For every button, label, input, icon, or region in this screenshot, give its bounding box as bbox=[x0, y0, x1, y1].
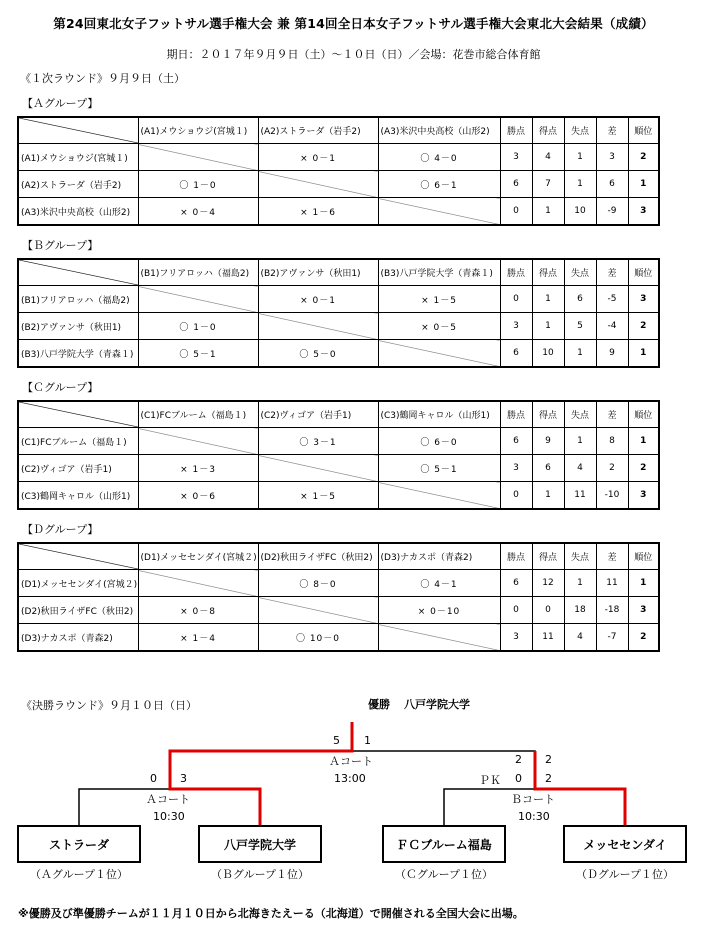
stat-header: 差 bbox=[596, 117, 628, 144]
column-team-header: (C1)FCブルーム（福島１) bbox=[138, 401, 258, 428]
stat-value: 1 bbox=[532, 198, 564, 226]
stat-value: 9 bbox=[596, 340, 628, 368]
column-team-header: (A3)米沢中央高校（山形2) bbox=[378, 117, 500, 144]
row-team-name: (A3)米沢中央高校（山形2) bbox=[18, 198, 138, 226]
group-b-label: 【Ｂグループ】 bbox=[22, 239, 99, 252]
stat-value: 6 bbox=[532, 455, 564, 482]
stat-value: 10 bbox=[564, 198, 596, 226]
stat-value: 6 bbox=[564, 286, 596, 313]
match-result: × 0－6 bbox=[138, 482, 258, 510]
column-team-header: (A1)メウショウジ(宮城１) bbox=[138, 117, 258, 144]
stat-value: -18 bbox=[596, 597, 628, 624]
stat-value: -9 bbox=[596, 198, 628, 226]
rank-value: 3 bbox=[628, 597, 659, 624]
stat-header: 得点 bbox=[532, 401, 564, 428]
stat-header: 得点 bbox=[532, 117, 564, 144]
match-result: 〇 5－1 bbox=[138, 340, 258, 368]
row-team-name: (B2)アヴァンサ（秋田1) bbox=[18, 313, 138, 340]
row-team-name: (C3)鶴岡キャロル（山形1) bbox=[18, 482, 138, 510]
match-result: 〇 4－0 bbox=[378, 144, 500, 171]
stat-value: 3 bbox=[596, 144, 628, 171]
stat-value: 1 bbox=[532, 313, 564, 340]
column-team-header: (D2)秋田ライザFC（秋田2) bbox=[258, 543, 378, 570]
stat-value: 4 bbox=[532, 144, 564, 171]
semi-right-score-a: 2 bbox=[515, 753, 522, 766]
stat-value: -7 bbox=[596, 624, 628, 652]
column-team-header: (C3)鶴岡キャロル（山形1) bbox=[378, 401, 500, 428]
final-round-label: 《決勝ラウンド》９月１０日（日） bbox=[21, 699, 197, 712]
semi-right-court: Ｂコート bbox=[511, 793, 555, 806]
stat-header: 勝点 bbox=[500, 543, 532, 570]
team-seed-a1: （Ａグループ１位） bbox=[29, 868, 129, 881]
stat-value: -5 bbox=[596, 286, 628, 313]
stat-value: 8 bbox=[596, 428, 628, 455]
final-court: Ａコート bbox=[329, 755, 373, 768]
stat-value: 11 bbox=[564, 482, 596, 510]
match-result: × 0－1 bbox=[258, 144, 378, 171]
stat-value: 11 bbox=[596, 570, 628, 597]
stat-value: -4 bbox=[596, 313, 628, 340]
stat-value: 3 bbox=[500, 144, 532, 171]
column-team-header: (D1)メッセセンダイ(宮城２) bbox=[138, 543, 258, 570]
column-team-header: (D3)ナカスポ（青森2) bbox=[378, 543, 500, 570]
stat-header: 差 bbox=[596, 259, 628, 286]
final-left-score: 5 bbox=[333, 734, 340, 747]
stat-header: 差 bbox=[596, 543, 628, 570]
stat-value: 0 bbox=[500, 198, 532, 226]
match-result: 〇 5－1 bbox=[378, 455, 500, 482]
stat-value: 3 bbox=[500, 313, 532, 340]
stat-value: 3 bbox=[500, 455, 532, 482]
winner-label: 優勝 bbox=[368, 698, 390, 711]
match-result: × 0－1 bbox=[258, 286, 378, 313]
semi-right-pk-label: ＰＫ bbox=[479, 774, 501, 787]
match-result: 〇 8－0 bbox=[258, 570, 378, 597]
group-c-label: 【Ｃグループ】 bbox=[22, 381, 99, 394]
match-result: × 1－4 bbox=[138, 624, 258, 652]
stat-value: 6 bbox=[500, 171, 532, 198]
semi-right-pk-a: 0 bbox=[515, 772, 522, 785]
column-team-header: (A2)ストラーダ（岩手2) bbox=[258, 117, 378, 144]
stat-value: 1 bbox=[532, 482, 564, 510]
stat-header: 順位 bbox=[628, 401, 659, 428]
stat-value: -10 bbox=[596, 482, 628, 510]
stat-value: 1 bbox=[564, 428, 596, 455]
rank-value: 2 bbox=[628, 624, 659, 652]
rank-value: 1 bbox=[628, 340, 659, 368]
stat-value: 18 bbox=[564, 597, 596, 624]
stat-header: 順位 bbox=[628, 543, 659, 570]
stat-header: 差 bbox=[596, 401, 628, 428]
row-team-name: (A2)ストラーダ（岩手2) bbox=[18, 171, 138, 198]
semi-left-court: Ａコート bbox=[146, 793, 190, 806]
round1-label: 《１次ラウンド》９月９日（土） bbox=[20, 72, 185, 85]
rank-value: 3 bbox=[628, 482, 659, 510]
final-right-score: 1 bbox=[364, 734, 371, 747]
stat-header: 失点 bbox=[564, 117, 596, 144]
row-team-name: (C2)ヴィゴア（岩手1) bbox=[18, 455, 138, 482]
stat-value: 2 bbox=[596, 455, 628, 482]
stat-header: 得点 bbox=[532, 543, 564, 570]
stat-value: 4 bbox=[564, 455, 596, 482]
stat-value: 1 bbox=[564, 340, 596, 368]
match-result: 〇 6－1 bbox=[378, 171, 500, 198]
stat-value: 0 bbox=[500, 482, 532, 510]
match-result: × 1－6 bbox=[258, 198, 378, 226]
stat-value: 0 bbox=[532, 597, 564, 624]
semi-left-score-a: 0 bbox=[150, 772, 157, 785]
match-result: 〇 3－1 bbox=[258, 428, 378, 455]
rank-value: 2 bbox=[628, 313, 659, 340]
row-team-name: (B3)八戸学院大学（青森１) bbox=[18, 340, 138, 368]
event-info: 期日：２０１７年９月９日（土）～１０日（日）／会場：花巻市総合体育館 bbox=[166, 48, 541, 61]
match-result: × 0－5 bbox=[378, 313, 500, 340]
stat-value: 1 bbox=[564, 171, 596, 198]
semi-left-score-b: 3 bbox=[180, 772, 187, 785]
match-result: 〇 4－1 bbox=[378, 570, 500, 597]
semi-left-time: 10:30 bbox=[153, 810, 185, 823]
winning-path bbox=[170, 722, 625, 825]
stat-header: 得点 bbox=[532, 259, 564, 286]
semi-right-score-b: 2 bbox=[545, 753, 552, 766]
team-seed-c1: （Ｃグループ１位） bbox=[394, 868, 494, 881]
match-result: 〇 5－0 bbox=[258, 340, 378, 368]
stat-header: 順位 bbox=[628, 117, 659, 144]
match-result: × 0－8 bbox=[138, 597, 258, 624]
stat-header: 失点 bbox=[564, 259, 596, 286]
team-box-c1: ＦＣブルーム福島 bbox=[382, 825, 506, 863]
match-result: × 1－3 bbox=[138, 455, 258, 482]
stat-header: 勝点 bbox=[500, 117, 532, 144]
row-team-name: (D2)秋田ライザFC（秋田2) bbox=[18, 597, 138, 624]
match-result: 〇 6－0 bbox=[378, 428, 500, 455]
group-a-label: 【Ａグループ】 bbox=[22, 97, 99, 110]
stat-header: 勝点 bbox=[500, 259, 532, 286]
stat-value: 1 bbox=[564, 144, 596, 171]
semi-right-pk-b: 2 bbox=[545, 772, 552, 785]
team-box-b1: 八戸学院大学 bbox=[198, 825, 322, 863]
stat-value: 3 bbox=[500, 624, 532, 652]
stat-header: 勝点 bbox=[500, 401, 532, 428]
stat-value: 11 bbox=[532, 624, 564, 652]
stat-value: 0 bbox=[500, 597, 532, 624]
match-result: 〇 10－0 bbox=[258, 624, 378, 652]
rank-value: 1 bbox=[628, 171, 659, 198]
stat-header: 順位 bbox=[628, 259, 659, 286]
page-title: 第24回東北女子フットサル選手権大会 兼 第14回全日本女子フットサル選手権大会東北大会結果（成績） bbox=[53, 16, 654, 31]
match-result: × 1－5 bbox=[258, 482, 378, 510]
footnote: ※優勝及び準優勝チームが１１月１０日から北海きたえーる（北海道）で開催される全国大会に出場。 bbox=[18, 907, 524, 920]
stat-value: 12 bbox=[532, 570, 564, 597]
team-box-a1: ストラーダ bbox=[17, 825, 141, 863]
match-result: 〇 1－0 bbox=[138, 313, 258, 340]
match-result: 〇 1－0 bbox=[138, 171, 258, 198]
team-seed-b1: （Ｂグループ１位） bbox=[210, 868, 310, 881]
column-team-header: (B1)フリアロッハ（福島2) bbox=[138, 259, 258, 286]
semi-right-time: 10:30 bbox=[518, 810, 550, 823]
stat-value: 6 bbox=[596, 171, 628, 198]
group-d-label: 【Ｄグループ】 bbox=[22, 523, 99, 536]
row-team-name: (D3)ナカスポ（青森2) bbox=[18, 624, 138, 652]
stat-value: 6 bbox=[500, 340, 532, 368]
team-box-d1: メッセセンダイ bbox=[563, 825, 687, 863]
final-time: 13:00 bbox=[334, 772, 366, 785]
stat-value: 0 bbox=[500, 286, 532, 313]
rank-value: 1 bbox=[628, 570, 659, 597]
stat-value: 7 bbox=[532, 171, 564, 198]
stat-header: 失点 bbox=[564, 543, 596, 570]
stat-value: 5 bbox=[564, 313, 596, 340]
column-team-header: (B3)八戸学院大学（青森１) bbox=[378, 259, 500, 286]
column-team-header: (C2)ヴィゴア（岩手1) bbox=[258, 401, 378, 428]
rank-value: 1 bbox=[628, 428, 659, 455]
stat-value: 6 bbox=[500, 570, 532, 597]
rank-value: 3 bbox=[628, 286, 659, 313]
row-team-name: (C1)FCブルーム（福島１) bbox=[18, 428, 138, 455]
stat-value: 9 bbox=[532, 428, 564, 455]
stat-value: 1 bbox=[564, 570, 596, 597]
stat-value: 4 bbox=[564, 624, 596, 652]
rank-value: 2 bbox=[628, 455, 659, 482]
column-team-header: (B2)アヴァンサ（秋田1) bbox=[258, 259, 378, 286]
match-result: × 0－10 bbox=[378, 597, 500, 624]
rank-value: 3 bbox=[628, 198, 659, 226]
stat-header: 失点 bbox=[564, 401, 596, 428]
team-seed-d1: （Ｄグループ１位） bbox=[575, 868, 675, 881]
stat-value: 6 bbox=[500, 428, 532, 455]
match-result: × 0－4 bbox=[138, 198, 258, 226]
rank-value: 2 bbox=[628, 144, 659, 171]
match-result: × 1－5 bbox=[378, 286, 500, 313]
row-team-name: (B1)フリアロッハ（福島2) bbox=[18, 286, 138, 313]
stat-value: 1 bbox=[532, 286, 564, 313]
row-team-name: (D1)メッセセンダイ(宮城２) bbox=[18, 570, 138, 597]
row-team-name: (A1)メウショウジ(宮城１) bbox=[18, 144, 138, 171]
stat-value: 10 bbox=[532, 340, 564, 368]
winner-name: 八戸学院大学 bbox=[404, 698, 470, 711]
